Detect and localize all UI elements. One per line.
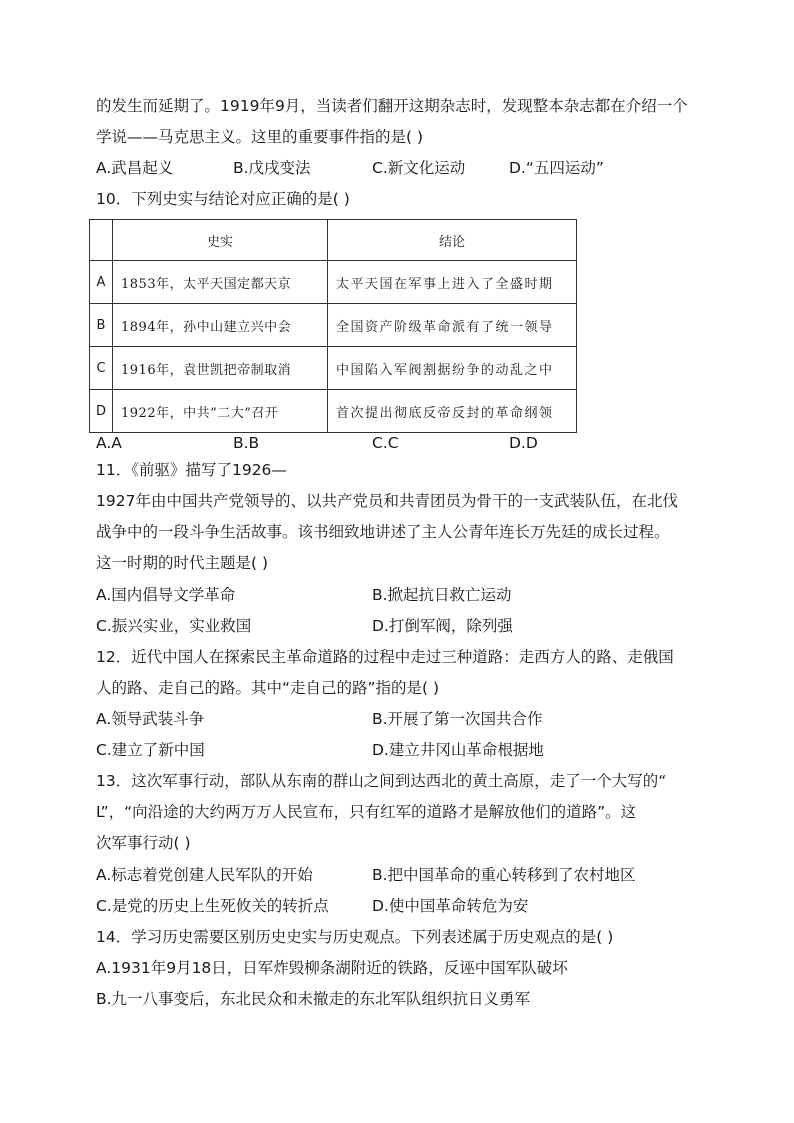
table-row	[90, 261, 577, 304]
table-row	[90, 304, 577, 347]
q11-stem-line-1: 11．《前驱》描写了1926—	[96, 461, 287, 479]
q13-stem-line-1: 13．这次军事行动，部队从东南的群山之间到达西北的黄土高原，走了一个大写的“	[96, 772, 667, 790]
q9-option-b: B.戊戌变法	[233, 159, 311, 177]
table-row	[90, 390, 577, 433]
row-fact: 1922年，中共“二大”召开	[113, 390, 328, 433]
q10-option-b: B.B	[233, 434, 260, 452]
table-header-conclusion: 结论	[328, 220, 577, 261]
q13-option-d: D.使中国革命转危为安	[372, 897, 529, 915]
q14-option-b: B.九一八事变后，东北民众和未撤走的东北军队组织抗日义勇军	[96, 990, 531, 1008]
row-fact: 1916年，袁世凯把帝制取消	[113, 347, 328, 390]
q10-table	[89, 219, 577, 433]
q14-option-a: A.1931年9月18日，日军炸毁柳条湖附近的铁路，反诬中国军队破坏	[96, 959, 568, 977]
row-conclusion: 中国陷入军阀割据纷争的动乱之中	[328, 347, 577, 390]
table-header-fact: 史实	[113, 220, 328, 261]
q11-option-d: D.打倒军阀，除列强	[372, 617, 513, 635]
row-label: C	[90, 347, 113, 390]
q13-stem-line-3: 次军事行动( )	[96, 834, 191, 852]
q12-option-d: D.建立井冈山革命根据地	[372, 741, 544, 759]
q9-stem-line-2: 学说——马克思主义。这里的重要事件指的是( )	[96, 128, 424, 146]
q12-option-c: C.建立了新中国	[96, 741, 205, 759]
row-label: A	[90, 261, 113, 304]
q9-stem-line-1: 的发生而延期了。1919年9月，当读者们翻开这期杂志时，发现整本杂志都在介绍一个	[96, 97, 688, 115]
q9-option-d: D.“五四运动”	[509, 159, 604, 177]
q12-stem-line-1: 12．近代中国人在探索民主革命道路的过程中走过三种道路：走西方人的路、走俄国	[96, 648, 674, 666]
row-conclusion: 首次提出彻底反帝反封的革命纲领	[328, 390, 577, 433]
q9-option-a: A.武昌起义	[96, 159, 174, 177]
q10-option-c: C.C	[372, 434, 399, 452]
q9-option-c: C.新文化运动	[372, 159, 466, 177]
q12-stem-line-2: 人的路、走自己的路。其中“走自己的路”指的是( )	[96, 679, 440, 697]
q11-option-a: A.国内倡导文学革命	[96, 586, 236, 604]
q12-option-b: B.开展了第一次国共合作	[372, 710, 543, 728]
table-header-blank	[90, 220, 113, 261]
q10-stem: 10．下列史实与结论对应正确的是( )	[96, 190, 350, 208]
q13-stem-line-2: L”，“向沿途的大约两万万人民宣布，只有红军的道路才是解放他们的道路”。这	[96, 803, 637, 821]
table-header-row	[90, 220, 577, 261]
table-row	[90, 347, 577, 390]
row-label: D	[90, 390, 113, 433]
q12-option-a: A.领导武装斗争	[96, 710, 205, 728]
q13-option-b: B.把中国革命的重心转移到了农村地区	[372, 866, 636, 884]
row-fact: 1853年，太平天国定都天京	[113, 261, 328, 304]
q11-stem-line-3: 战争中的一段斗争生活故事。该书细致地讲述了主人公青年连长万先廷的成长过程。	[96, 523, 670, 541]
row-conclusion: 太平天国在军事上进入了全盛时期	[328, 261, 577, 304]
q11-option-c: C.振兴实业，实业救国	[96, 617, 252, 635]
q11-stem-line-2: 1927年由中国共产党领导的、以共产党员和共青团员为骨干的一支武装队伍，在北伐	[96, 492, 678, 510]
row-conclusion: 全国资产阶级革命派有了统一领导	[328, 304, 577, 347]
row-label: B	[90, 304, 113, 347]
q11-option-b: B.掀起抗日救亡运动	[372, 586, 512, 604]
q13-option-c: C.是党的历史上生死攸关的转折点	[96, 897, 329, 915]
q10-option-a: A.A	[96, 434, 122, 452]
q11-stem-line-4: 这一时期的时代主题是( )	[96, 554, 269, 572]
q14-stem: 14．学习历史需要区别历史史实与历史观点。下列表述属于历史观点的是( )	[96, 928, 614, 946]
q10-option-d: D.D	[509, 434, 538, 452]
row-fact: 1894年，孙中山建立兴中会	[113, 304, 328, 347]
q13-option-a: A.标志着党创建人民军队的开始	[96, 866, 313, 884]
